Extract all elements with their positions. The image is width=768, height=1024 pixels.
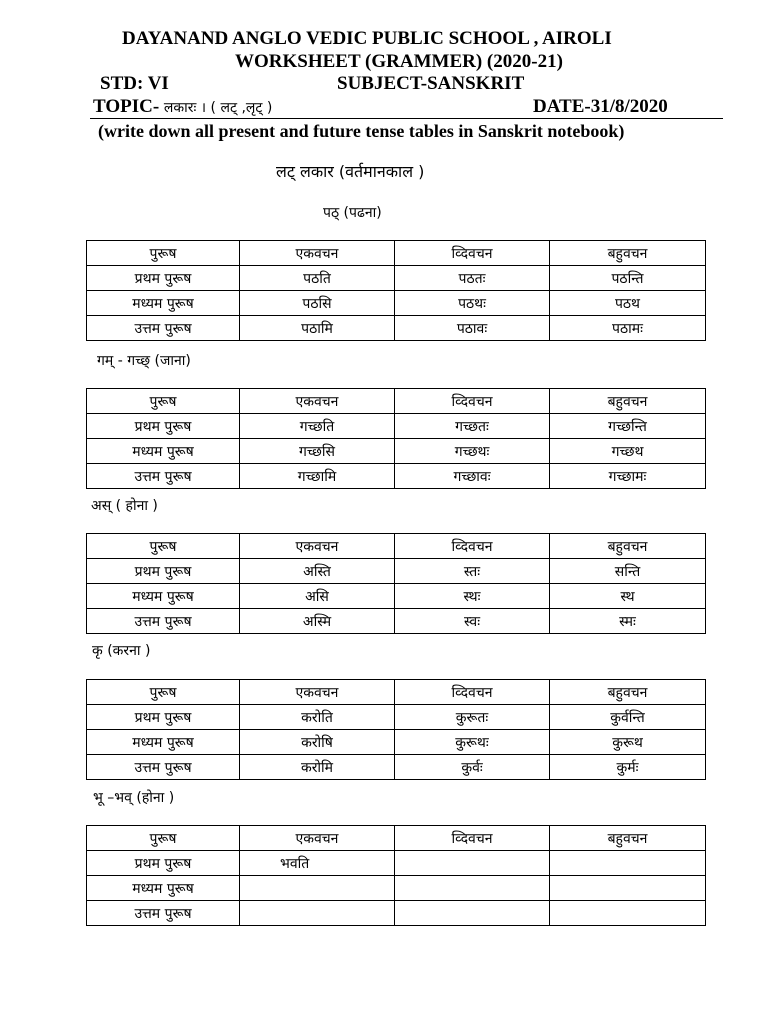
worksheet-title: WORKSHEET (GRAMMER) (2020-21) bbox=[235, 51, 563, 72]
table-cell: प्रथम पुरूष bbox=[87, 851, 240, 876]
verb-heading-4: कृ (करना ) bbox=[92, 643, 151, 659]
topic-text: लकारः । ( लट् ,लृट् ) bbox=[163, 100, 273, 116]
table-cell: गच्छथः bbox=[395, 439, 550, 464]
table-cell bbox=[240, 876, 395, 901]
table-cell bbox=[240, 901, 395, 926]
table-cell: गच्छथ bbox=[550, 439, 706, 464]
header-cell-plural: बहुवचन bbox=[550, 389, 706, 414]
table-cell: भवति bbox=[240, 851, 395, 876]
table-row bbox=[87, 584, 706, 609]
table-cell: स्वः bbox=[395, 609, 550, 634]
table-header-row bbox=[87, 389, 706, 414]
table-cell bbox=[395, 901, 550, 926]
header-divider bbox=[90, 118, 723, 119]
table-cell: कुर्मः bbox=[550, 755, 706, 780]
table-cell: करोषि bbox=[240, 730, 395, 755]
date-label: DATE-31/8/2020 bbox=[533, 96, 668, 117]
header-cell-plural: बहुवचन bbox=[550, 241, 706, 266]
header-cell-singular: एकवचन bbox=[240, 680, 395, 705]
table-cell: गच्छामि bbox=[240, 464, 395, 489]
table-cell: पठावः bbox=[395, 316, 550, 341]
verb-heading-2: गम् - गच्छ् (जाना) bbox=[97, 353, 191, 369]
table-row bbox=[87, 559, 706, 584]
table-cell: उत्तम पुरूष bbox=[87, 316, 240, 341]
header-cell-dual: व्दिवचन bbox=[395, 826, 550, 851]
table-row bbox=[87, 439, 706, 464]
table-cell: करोमि bbox=[240, 755, 395, 780]
table-row bbox=[87, 730, 706, 755]
table-cell: कुरूथ bbox=[550, 730, 706, 755]
table-cell: गच्छामः bbox=[550, 464, 706, 489]
header-cell-person: पुरूष bbox=[87, 241, 240, 266]
header-cell-dual: व्दिवचन bbox=[395, 241, 550, 266]
table-cell: उत्तम पुरूष bbox=[87, 755, 240, 780]
table-row bbox=[87, 464, 706, 489]
conjugation-table-4 bbox=[86, 679, 706, 780]
header-cell-plural: बहुवचन bbox=[550, 680, 706, 705]
table-cell: कुर्वः bbox=[395, 755, 550, 780]
header-cell-plural: बहुवचन bbox=[550, 534, 706, 559]
table-cell: प्रथम पुरूष bbox=[87, 705, 240, 730]
school-name: DAYANAND ANGLO VEDIC PUBLIC SCHOOL , AIROLI bbox=[122, 28, 612, 49]
table-row bbox=[87, 291, 706, 316]
table-header-row bbox=[87, 826, 706, 851]
table-cell: स्थ bbox=[550, 584, 706, 609]
header-cell-singular: एकवचन bbox=[240, 389, 395, 414]
table-cell: कुर्वन्ति bbox=[550, 705, 706, 730]
topic-prefix: TOPIC- bbox=[93, 96, 160, 117]
header-cell-person: पुरूष bbox=[87, 680, 240, 705]
table-cell: पठसि bbox=[240, 291, 395, 316]
table-cell: प्रथम पुरूष bbox=[87, 266, 240, 291]
header-cell-singular: एकवचन bbox=[240, 826, 395, 851]
header-cell-singular: एकवचन bbox=[240, 534, 395, 559]
table-cell: कुरूथः bbox=[395, 730, 550, 755]
table-header-row bbox=[87, 680, 706, 705]
header-cell-dual: व्दिवचन bbox=[395, 534, 550, 559]
table-cell: स्थः bbox=[395, 584, 550, 609]
section-title: लट् लकार (वर्तमानकाल ) bbox=[276, 162, 425, 181]
table-row bbox=[87, 876, 706, 901]
table-cell: स्मः bbox=[550, 609, 706, 634]
header-cell-dual: व्दिवचन bbox=[395, 389, 550, 414]
verb-heading-1: पठ् (पढना) bbox=[323, 205, 382, 221]
table-row bbox=[87, 705, 706, 730]
table-cell: स्तः bbox=[395, 559, 550, 584]
conjugation-table-2 bbox=[86, 388, 706, 489]
table-header-row bbox=[87, 241, 706, 266]
table-cell bbox=[550, 876, 706, 901]
standard-label: STD: VI bbox=[100, 73, 169, 94]
table-row bbox=[87, 266, 706, 291]
header-cell-dual: व्दिवचन bbox=[395, 680, 550, 705]
header-cell-person: पुरूष bbox=[87, 534, 240, 559]
header-cell-singular: एकवचन bbox=[240, 241, 395, 266]
topic-label bbox=[93, 97, 272, 116]
table-cell: अस्ति bbox=[240, 559, 395, 584]
table-cell: गच्छतः bbox=[395, 414, 550, 439]
table-cell: पठन्ति bbox=[550, 266, 706, 291]
table-cell: मध्यम पुरूष bbox=[87, 439, 240, 464]
header-cell-person: पुरूष bbox=[87, 826, 240, 851]
table-row bbox=[87, 414, 706, 439]
table-cell bbox=[550, 901, 706, 926]
conjugation-table-5 bbox=[86, 825, 706, 926]
table-cell: प्रथम पुरूष bbox=[87, 414, 240, 439]
table-cell: पठामि bbox=[240, 316, 395, 341]
table-row bbox=[87, 316, 706, 341]
table-cell: सन्ति bbox=[550, 559, 706, 584]
table-cell: उत्तम पुरूष bbox=[87, 464, 240, 489]
table-cell: मध्यम पुरूष bbox=[87, 291, 240, 316]
table-cell: गच्छन्ति bbox=[550, 414, 706, 439]
table-cell: कुरूतः bbox=[395, 705, 550, 730]
table-row bbox=[87, 901, 706, 926]
table-cell bbox=[395, 851, 550, 876]
table-cell: अस्मि bbox=[240, 609, 395, 634]
table-header-row bbox=[87, 534, 706, 559]
conjugation-table-1 bbox=[86, 240, 706, 341]
table-row bbox=[87, 609, 706, 634]
table-cell: पठतः bbox=[395, 266, 550, 291]
table-cell: मध्यम पुरूष bbox=[87, 730, 240, 755]
table-cell: पठथ bbox=[550, 291, 706, 316]
verb-heading-5: भू –भव् (होना ) bbox=[93, 790, 175, 806]
header-cell-plural: बहुवचन bbox=[550, 826, 706, 851]
subject-label: SUBJECT-SANSKRIT bbox=[337, 73, 525, 94]
table-row bbox=[87, 755, 706, 780]
table-cell: उत्तम पुरूष bbox=[87, 901, 240, 926]
table-cell bbox=[550, 851, 706, 876]
table-cell: मध्यम पुरूष bbox=[87, 876, 240, 901]
table-cell: पठामः bbox=[550, 316, 706, 341]
table-cell: पठति bbox=[240, 266, 395, 291]
table-cell: मध्यम पुरूष bbox=[87, 584, 240, 609]
table-cell: गच्छति bbox=[240, 414, 395, 439]
verb-heading-3: अस् ( होना ) bbox=[91, 498, 158, 514]
conjugation-table-3 bbox=[86, 533, 706, 634]
table-cell: गच्छसि bbox=[240, 439, 395, 464]
header-cell-person: पुरूष bbox=[87, 389, 240, 414]
table-cell: करोति bbox=[240, 705, 395, 730]
table-cell bbox=[395, 876, 550, 901]
table-cell: पठथः bbox=[395, 291, 550, 316]
table-cell: गच्छावः bbox=[395, 464, 550, 489]
instruction-text: (write down all present and future tense tables in Sanskrit notebook) bbox=[98, 121, 625, 141]
table-cell: असि bbox=[240, 584, 395, 609]
table-cell: उत्तम पुरूष bbox=[87, 609, 240, 634]
table-row bbox=[87, 851, 706, 876]
table-cell: प्रथम पुरूष bbox=[87, 559, 240, 584]
